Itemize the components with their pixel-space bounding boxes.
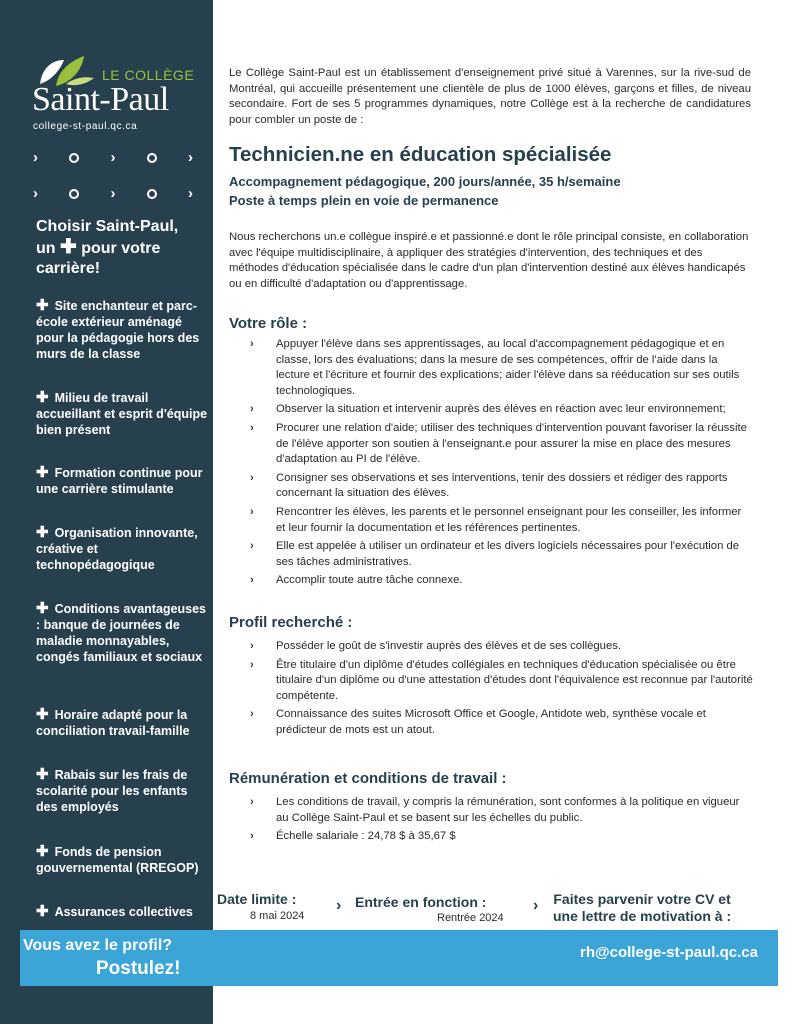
list-item: › Les conditions de travail, y compris la rémunération, sont conformes à la politique en vigueur au Collège Saint-Paul et se basent sur les échelles du public.	[250, 796, 740, 824]
cta-apply[interactable]: Postulez!	[96, 958, 181, 979]
start-value: Rentrée 2024	[437, 912, 504, 924]
benefit-item: ✚ Milieu de travail accueillant et esprit d'équipe bien présent	[36, 389, 208, 437]
intro-paragraph: Le Collège Saint-Paul est un établissement d'enseignement privé situé à Varennes, sur la rive-sud de Montréal, qui accueille présentement une clientèle de plus de 1000 élèves, garçons et filles, de niveau secondaire. Fort de ses 5 programmes dynamiques, notre Collège est à la recherche de candidatures pour combler un poste de :	[229, 67, 751, 126]
plus-icon: ✚	[36, 903, 49, 920]
circle-icon	[69, 189, 79, 199]
cta-question: Vous avez le profil?	[23, 937, 173, 954]
chevron-right-icon: ›	[250, 796, 254, 808]
job-schedule: Accompagnement pédagogique, 200 jours/année, 35 h/semaine	[229, 174, 621, 189]
chevron-right-icon: ›	[250, 471, 254, 484]
send-line: une lettre de motivation à :	[553, 908, 732, 924]
logo-le-college: LE COLLÈGE	[102, 67, 195, 83]
role-list	[248, 337, 753, 592]
send-line: Faites parvenir votre CV et	[553, 891, 731, 907]
chevron-right-icon: ›	[250, 403, 254, 416]
list-item: › Connaissance des suites Microsoft Office et Google, Antidote web, synthèse vocale et prédicteur de mots est un atout.	[250, 708, 706, 736]
sidebar-heading	[36, 217, 206, 279]
plus-icon: ✚	[60, 236, 77, 258]
list-item: › Être titulaire d'un diplôme d'études collégiales en techniques d'éducation spécialisée ou être titulaire d'un diplôme ou d'une attestation d'études dont l'équivalence est reconnue par l'autorité compétente.	[250, 658, 753, 702]
cta-banner-right	[213, 930, 778, 986]
chevron-right-icon: ›	[250, 708, 254, 721]
email-link[interactable]: rh@college-st-paul.qc.ca	[579, 944, 758, 961]
plus-icon: ✚	[36, 766, 49, 783]
list-item: › Posséder le goût de s'investir auprès des élèves et de ses collègues.	[248, 639, 753, 655]
plus-icon: ✚	[36, 843, 49, 860]
plus-icon: ✚	[36, 524, 49, 541]
job-title: Technicien.ne en éducation spécialisée	[229, 143, 612, 166]
chevron-right-icon: ›	[250, 640, 254, 652]
description-paragraph: Nous recherchons un.e collègue inspiré.e et passionné.e dont le rôle principal consiste, en collaboration avec l'équipe multidisciplinaire, à appliquer des stratégies d'intervention, des techniques et des méthodes d'éducation spécialisée dans le cadre d'un plan d'intervention destiné aux élèves handicapés ou en difficulté d'adaptation ou d'apprentissage.	[229, 231, 749, 290]
plus-icon: ✚	[36, 706, 49, 723]
college-logo	[30, 50, 210, 140]
job-subtitle	[229, 172, 621, 210]
sidebar-heading-line: un ✚ pour votre	[36, 236, 161, 258]
plus-icon: ✚	[36, 464, 49, 481]
benefit-item: ✚ Organisation innovante, créative et technopédagogique	[36, 524, 198, 572]
chevron-right-icon: ›	[33, 149, 38, 166]
logo-name: Saint-Paul	[32, 81, 169, 118]
benefit-item: ✚ Formation continue pour une carrière stimulante	[36, 464, 203, 496]
list-item: › Rencontrer les élèves, les parents et le personnel enseignant pour les conseiller, les informer et leur fournir la documentation et les références pertinentes.	[250, 505, 742, 534]
circle-icon	[147, 153, 157, 163]
list-item: › Consigner ses observations et ses interventions, tenir des dossiers et rédiger des rapports concernant la situation des élèves.	[250, 471, 728, 500]
list-item: › Elle est appelée à utiliser un ordinateur et les divers logiciels nécessaires pour l'exécution de ses tâches administratives.	[250, 540, 740, 568]
list-item: › Procurer une relation d'aide; utiliser des techniques d'intervention pouvant favoriser la réussite de l'élève apporter son soutien à l'enseignant.e pour assurer la mise en place des mesures d'adaptation au PI de l'élève.	[250, 421, 747, 466]
send-instructions	[553, 891, 731, 925]
sidebar-heading-line: carrière!	[36, 260, 101, 277]
list-item: › Échelle salariale : 24,78 $ à 35,67 $	[248, 829, 753, 845]
chevron-right-icon: ›	[110, 149, 116, 166]
plus-icon: ✚	[36, 600, 49, 617]
chevron-right-icon: ›	[110, 185, 116, 202]
benefit-item: ✚ Site enchanteur et parc-école extérieur aménagé pour la pédagogie hors des murs de la classe	[36, 297, 200, 361]
profile-list	[248, 639, 753, 742]
list-item: › Observer la situation et intervenir auprès des élèves en réaction avec leur environnement;	[248, 402, 753, 418]
decorative-pattern-row	[33, 186, 193, 201]
remuneration-list	[248, 795, 753, 848]
plus-icon: ✚	[36, 389, 49, 406]
circle-icon	[147, 189, 157, 199]
chevron-right-icon: ›	[336, 897, 342, 914]
list-item: › Accomplir toute autre tâche connexe.	[248, 573, 753, 589]
chevron-right-icon: ›	[250, 658, 254, 671]
plus-icon: ✚	[36, 297, 49, 314]
section-title-remuneration: Rémunération et conditions de travail :	[229, 770, 507, 787]
deadline-label: Date limite :	[217, 891, 297, 907]
sidebar	[0, 0, 213, 1024]
list-item: › Appuyer l'élève dans ses apprentissages, au local d'accompagnement pédagogique et en classe, lors des évaluations; dans la mesure de ses compétences, offrir de l'aide dans la lecture et l'écriture et fournir des explications; aider l'élève dans sa rééducation sur ses outils technologiques.	[250, 338, 740, 397]
section-title-profile: Profil recherché :	[229, 614, 353, 631]
chevron-right-icon: ›	[188, 149, 193, 166]
circle-icon	[69, 153, 79, 163]
sidebar-heading-line: Choisir Saint-Paul,	[36, 218, 179, 235]
benefit-item: ✚ Horaire adapté pour la conciliation travail-famille	[36, 706, 190, 738]
cta-banner-left	[20, 930, 213, 986]
job-status: Poste à temps plein en voie de permanence	[229, 193, 499, 208]
decorative-pattern-row	[33, 150, 193, 165]
chevron-right-icon: ›	[250, 540, 254, 553]
chevron-right-icon: ›	[250, 505, 254, 518]
start-label: Entrée en fonction :	[355, 894, 487, 910]
benefit-item: ✚ Fonds de pension gouvernemental (RREGOP)	[36, 843, 199, 875]
chevron-right-icon: ›	[250, 574, 254, 587]
chevron-right-icon: ›	[188, 185, 193, 202]
chevron-right-icon: ›	[533, 897, 539, 914]
chevron-right-icon: ›	[33, 185, 38, 202]
chevron-right-icon: ›	[250, 338, 254, 350]
benefit-item: ✚ Rabais sur les frais de scolarité pour les enfants des employés	[36, 766, 188, 814]
section-title-role: Votre rôle :	[229, 315, 308, 332]
benefit-item: ✚ Assurances collectives	[36, 903, 193, 920]
deadline-value: 8 mai 2024	[250, 910, 305, 922]
benefit-item: ✚ Conditions avantageuses : banque de journées de maladie monnayables, congés familiaux et sociaux	[36, 600, 207, 664]
chevron-right-icon: ›	[250, 421, 254, 434]
website-link[interactable]: college-st-paul.qc.ca	[33, 121, 138, 132]
chevron-right-icon: ›	[250, 830, 254, 843]
